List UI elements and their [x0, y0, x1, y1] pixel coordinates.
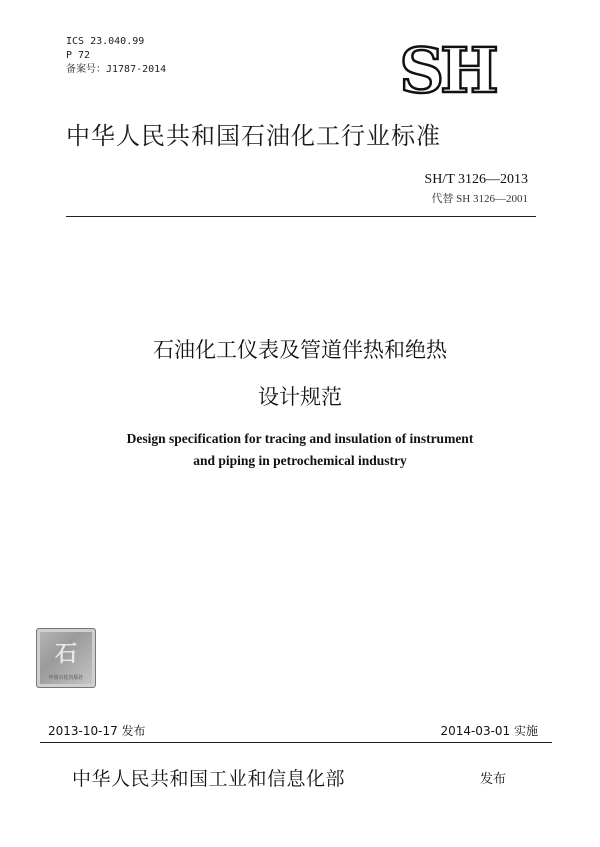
implement-date: 2014-03-01 实施: [440, 724, 538, 738]
issue-date: 2013-10-17 发布: [48, 724, 146, 738]
sh-logo: SH: [399, 34, 495, 107]
ccs-code: P 72: [66, 50, 91, 61]
header-divider: [66, 216, 536, 217]
replaces-standard: 代替 SH 3126—2001: [431, 193, 528, 205]
title-en-line1: Design specification for tracing and insulation of instrument: [126, 431, 474, 446]
publisher-stamp: [36, 628, 96, 688]
standard-category: 中华人民共和国石油化工行业标准: [66, 122, 441, 150]
title-cn-line1: 石油化工仪表及管道伴热和绝热: [153, 338, 447, 362]
footer-divider: [40, 742, 552, 743]
title-cn-line2: 设计规范: [258, 385, 342, 409]
stamp-emblem-icon: 石: [54, 641, 77, 667]
ics-code: ICS 23.040.99: [66, 36, 145, 47]
issuer-name: 中华人民共和国工业和信息化部: [72, 768, 346, 790]
record-number: 备案号：J1787-2014: [66, 64, 167, 75]
stamp-text: 中国石化出版社: [48, 675, 84, 681]
standard-number: SH/T 3126—2013: [424, 172, 528, 187]
title-en-line2: and piping in petrochemical industry: [193, 453, 407, 468]
issuer-suffix: 发布: [480, 772, 507, 787]
